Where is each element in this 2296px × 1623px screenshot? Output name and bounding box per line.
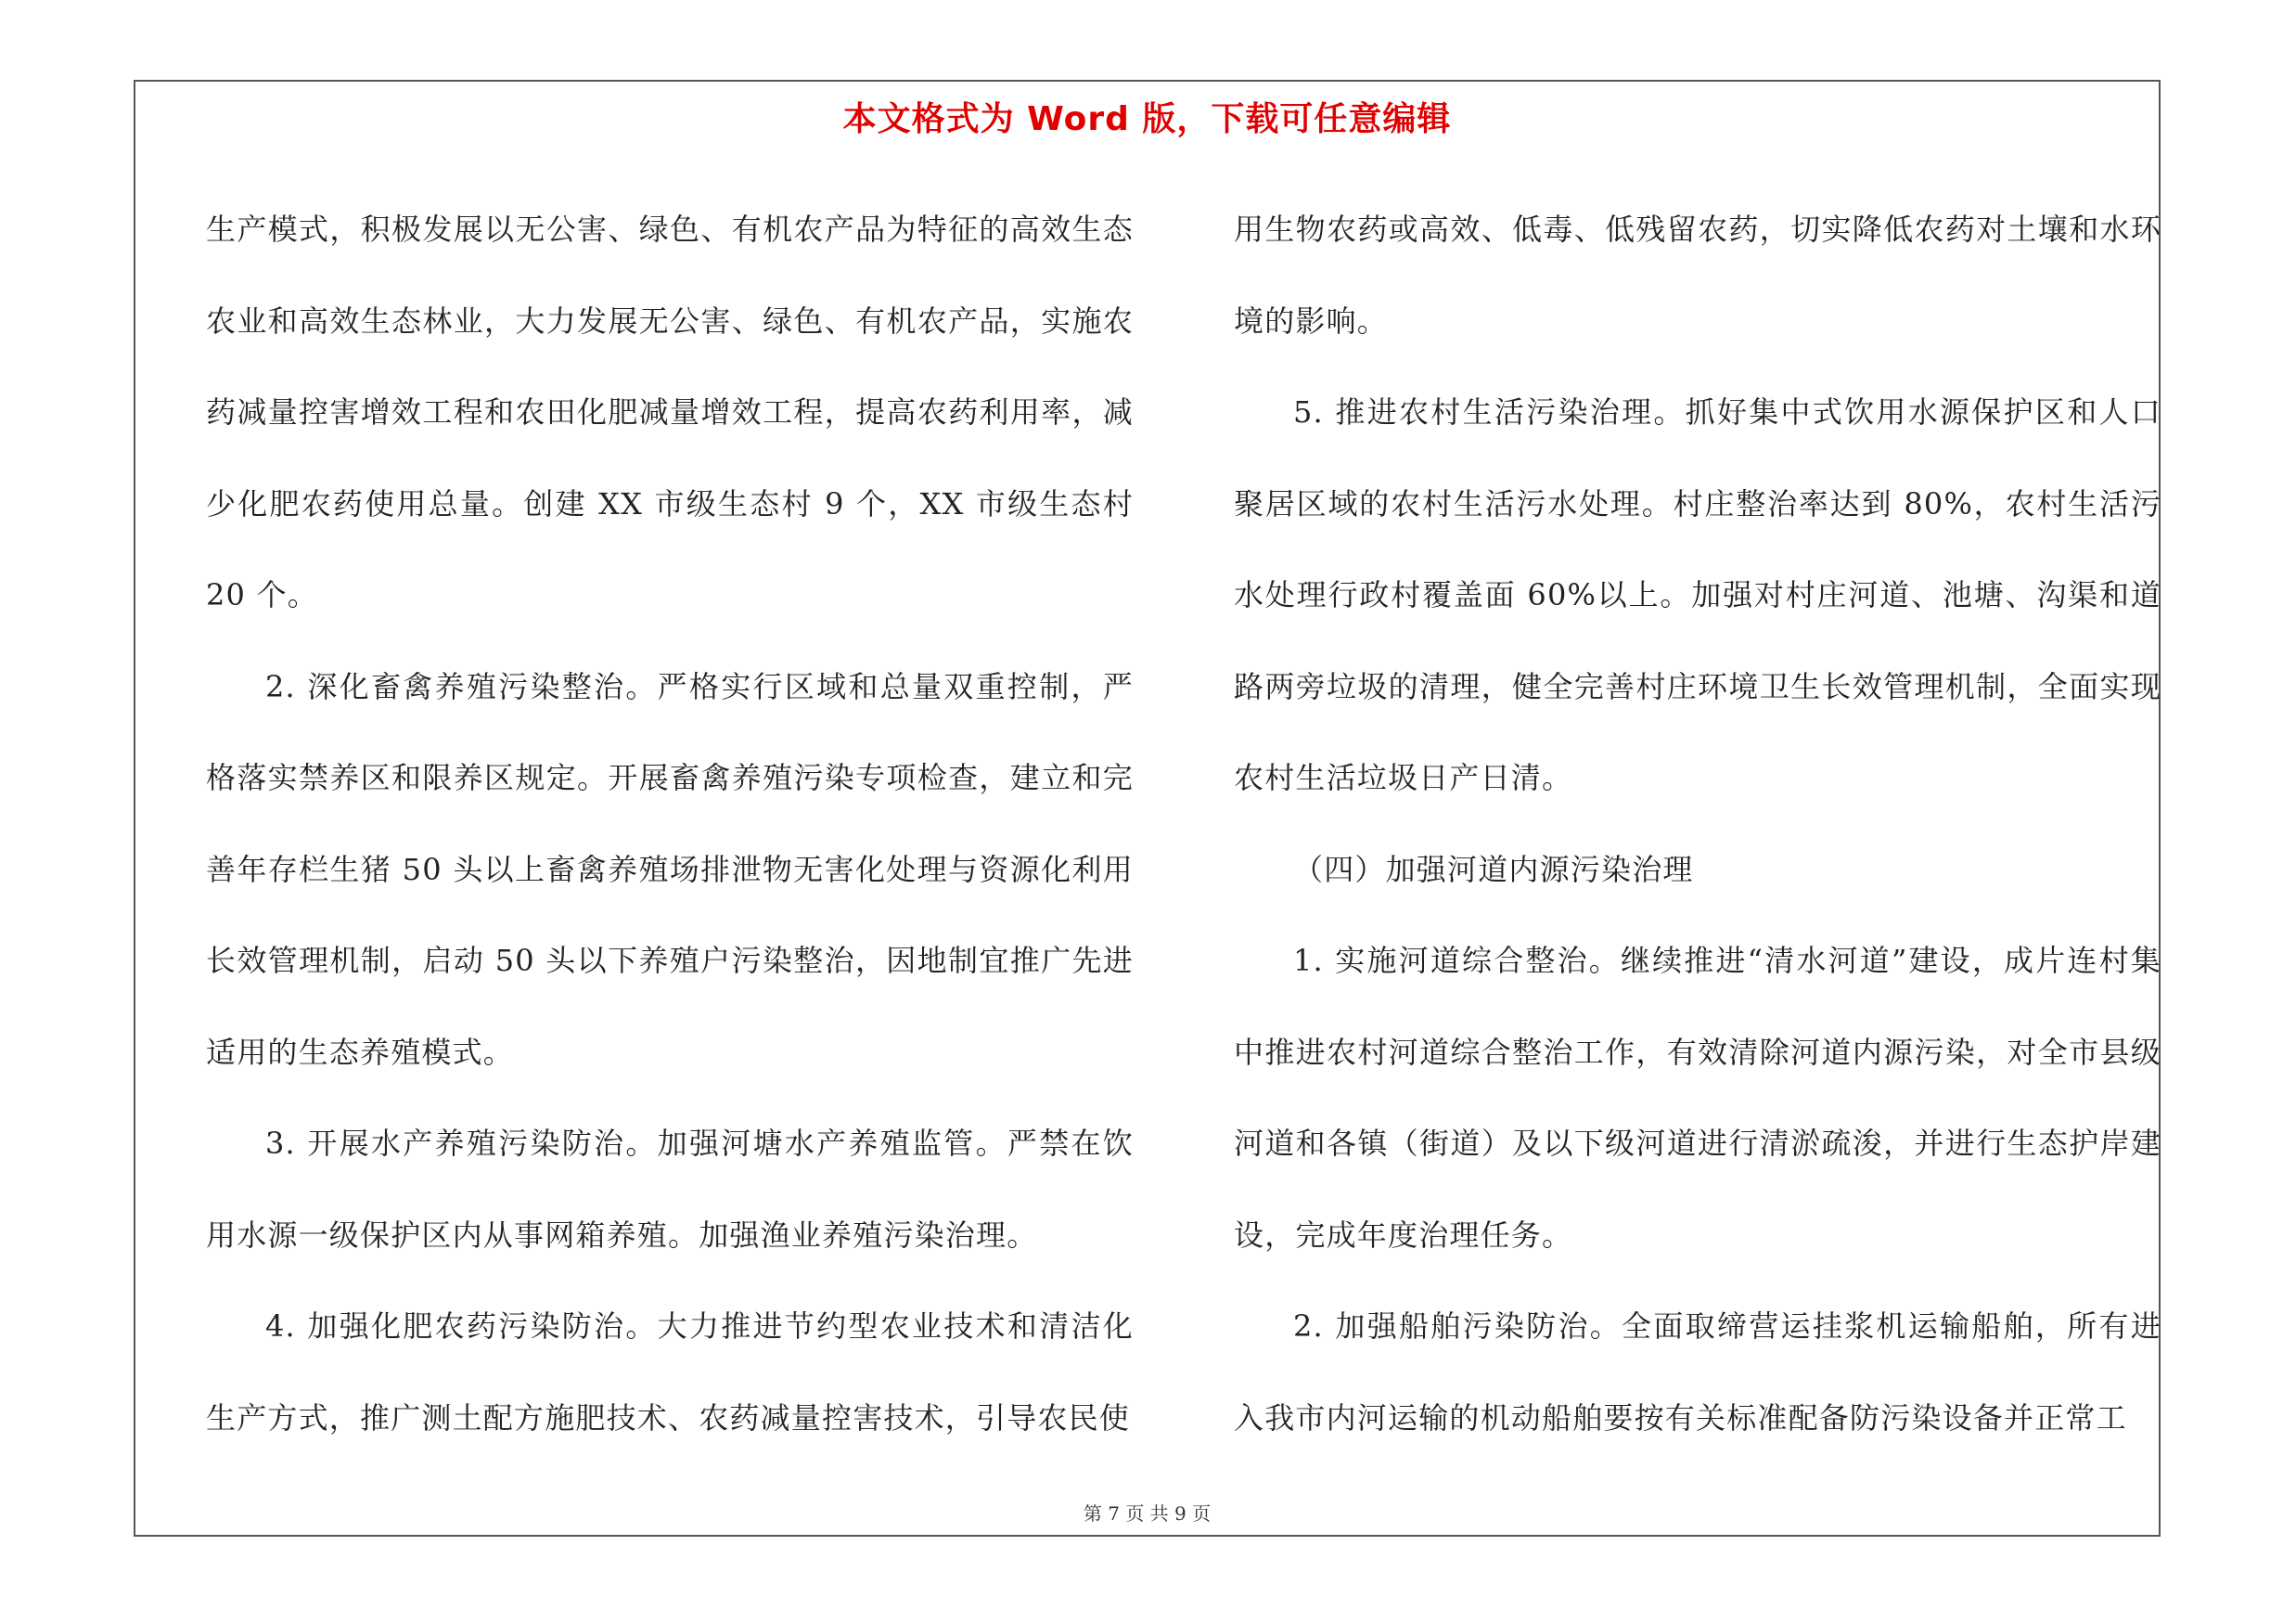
- section-heading-river-pollution: （四）加强河道内源污染治理: [1293, 851, 1694, 887]
- paragraph-continued-production-mode: 生产模式，积极发展以无公害、绿色、有机农产品为特征的高效生态农业和高效生态林业，大力发展无公害、绿色、有机农产品，实施农药减量控害增效工程和农田化肥减量增效工程，提高农药利用率，减少化肥农药使用总量。创建 XX 市级生态村 9 个，XX 市级生态村 20 个。: [206, 212, 1134, 612]
- left-text-column: [206, 184, 1134, 1463]
- paragraph-continued-pesticide: 用生物农药或高效、低毒、低残留农药，切实降低农药对土壤和水环境的影响。: [1234, 212, 2161, 339]
- paragraph-aquaculture-pollution: 3. 开展水产养殖污染防治。加强河塘水产养殖监管。严禁在饮用水源一级保护区内从事网箱养殖。加强渔业养殖污染治理。: [206, 1126, 1134, 1253]
- right-text-column: [1234, 184, 2161, 1463]
- paragraph-livestock-pollution: 2. 深化畜禽养殖污染整治。严格实行区域和总量双重控制，严格落实禁养区和限养区规定。开展畜禽养殖污染专项检查，建立和完善年存栏生猪 50 头以上畜禽养殖场排泄物无害化处理与资源化利用长效管理机制，启动 50 头以下养殖户污染整治，因地制宜推广先进适用的生态养殖模式。: [206, 668, 1134, 1070]
- format-notice-banner: 本文格式为 Word 版，下载可任意编辑: [842, 100, 1452, 138]
- document-page: [134, 80, 2161, 1537]
- paragraph-fertilizer-pesticide: 4. 加强化肥农药污染防治。大力推进节约型农业技术和清洁化生产方式，推广测土配方施肥技术、农药减量控害技术，引导农民使: [206, 1308, 1134, 1436]
- paragraph-river-remediation: 1. 实施河道综合整治。继续推进“清水河道”建设，成片连村集中推进农村河道综合整治工作，有效清除河道内源污染，对全市县级河道和各镇（街道）及以下级河道进行清淤疏浚，并进行生态护岸建设，完成年度治理任务。: [1234, 943, 2161, 1253]
- paragraph-ship-pollution: 2. 加强船舶污染防治。全面取缔营运挂浆机运输船舶，所有进入我市内河运输的机动船舶要按有关标准配备防污染设备并正常工: [1234, 1308, 2161, 1436]
- page-number: 第 7 页 共 9 页: [1083, 1502, 1212, 1525]
- paragraph-rural-domestic-pollution: 5. 推进农村生活污染治理。抓好集中式饮用水源保护区和人口聚居区域的农村生活污水处理。村庄整治率达到 80%，农村生活污水处理行政村覆盖面 60%以上。加强对村庄河道、池塘、沟渠和道路两旁垃圾的清理，健全完善村庄环境卫生长效管理机制，全面实现农村生活垃圾日产日清。: [1234, 394, 2161, 795]
